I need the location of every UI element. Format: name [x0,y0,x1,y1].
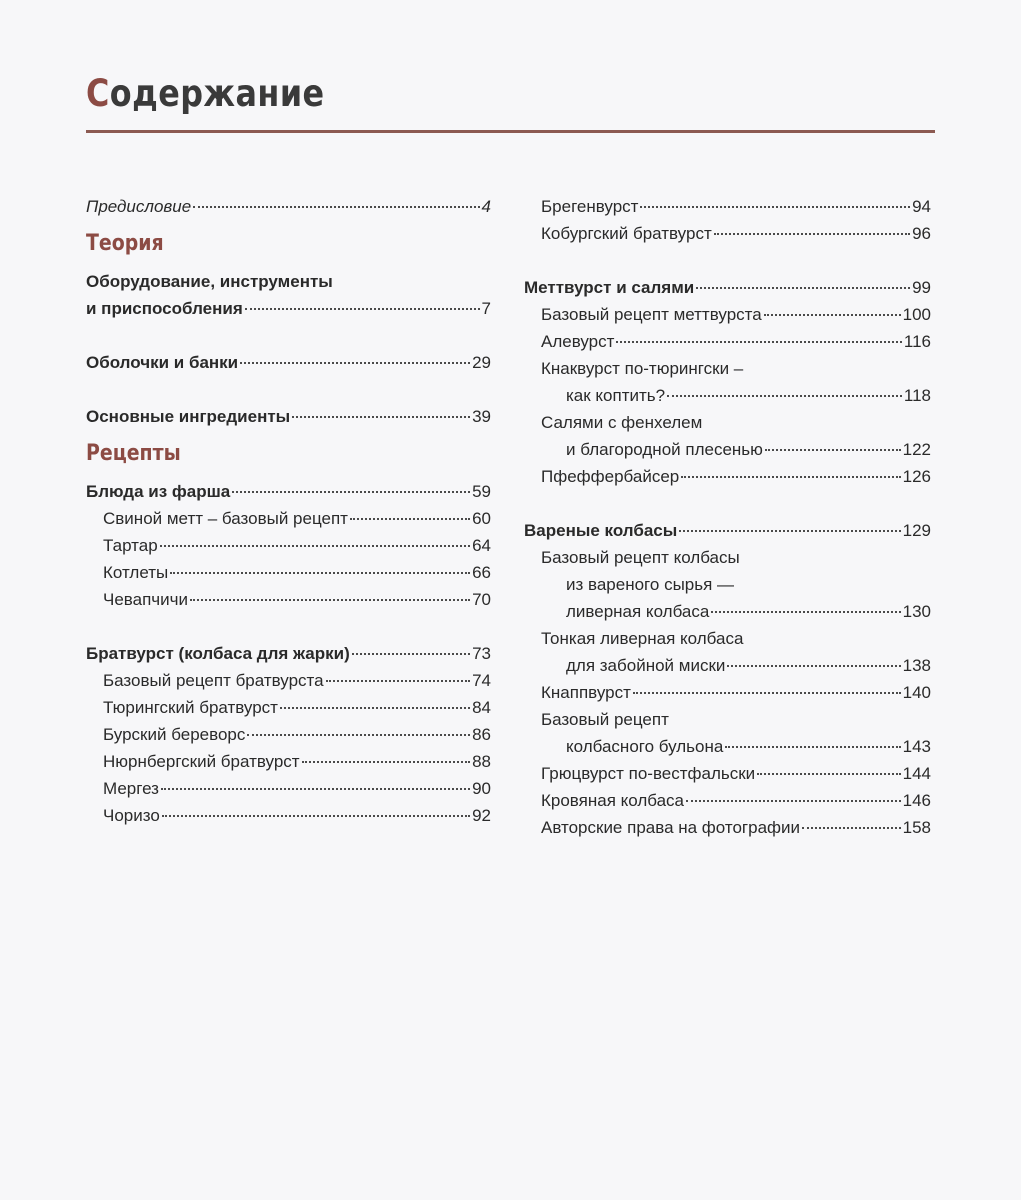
toc-entry[interactable]: Нюрнбергский братвурст 88 [103,752,491,771]
toc-entry[interactable]: Тартар 64 [103,536,491,555]
toc-entry-minced[interactable]: Блюда из фарша 59 [86,482,491,501]
dot-leader [757,772,900,775]
dot-leader [162,814,470,817]
toc-entry-equipment-line1[interactable]: Оборудование, инструменты [86,272,333,291]
dot-leader [686,799,901,802]
toc-entry-liver[interactable]: ливерная колбаса 130 [566,602,931,621]
dot-leader [245,307,480,310]
toc-entry-broth[interactable]: колбасного бульона 143 [566,737,931,756]
dot-leader [247,733,470,736]
toc-entry[interactable]: Мергез 90 [103,779,491,798]
toc-entry-knackwurst[interactable]: как коптить? 118 [566,386,931,405]
toc-entry-boiled[interactable]: Вареные колбасы 129 [524,521,931,540]
section-heading-theory: Теория [86,231,164,256]
dot-leader [170,571,470,574]
toc-entry[interactable]: Грюцвурст по-вестфальски 144 [541,764,931,783]
toc-entry[interactable]: Кобургский братвурст 96 [541,224,931,243]
toc-entry[interactable]: Базовый рецепт меттвурста 100 [541,305,931,324]
toc-entry[interactable]: Чевапчичи 70 [103,590,491,609]
title-initial: С [86,72,110,115]
dot-leader [679,529,900,532]
toc-entry[interactable]: Чоризо 92 [103,806,491,825]
toc-entry[interactable]: Котлеты 66 [103,563,491,582]
dot-leader [711,610,900,613]
dot-leader [193,205,479,208]
dot-leader [292,415,470,418]
toc-entry[interactable]: Свиной метт – базовый рецепт 60 [103,509,491,528]
toc-entry-bratwurst[interactable]: Братвурст (колбаса для жарки) 73 [86,644,491,663]
dot-leader [190,598,470,601]
toc-entry[interactable]: Алевурст 116 [541,332,931,351]
dot-leader [633,691,901,694]
toc-entry-equipment[interactable]: и приспособления 7 [86,299,491,318]
dot-leader [240,361,470,364]
toc-entry-mettwurst[interactable]: Меттвурст и салями 99 [524,278,931,297]
dot-leader [696,286,910,289]
dot-leader [640,205,910,208]
dot-leader [302,760,471,763]
toc-entry-broth-line1[interactable]: Базовый рецепт [541,710,669,729]
dot-leader [160,544,470,547]
toc-entry-fine-liver-line1[interactable]: Тонкая ливерная колбаса [541,629,744,648]
dot-leader [764,313,901,316]
toc-entry-knackwurst-line1[interactable]: Кнаквурст по-тюрингски – [541,359,744,378]
toc-entry-preface[interactable]: Предисловие 4 [86,197,491,216]
toc-entry-fine-liver[interactable]: для забойной миски 138 [566,656,931,675]
toc-entry-liver-line2[interactable]: из вареного сырья — [566,575,735,594]
toc-entry[interactable]: Базовый рецепт братвурста 74 [103,671,491,690]
toc-entry[interactable]: Кнаппвурст 140 [541,683,931,702]
dot-leader [161,787,470,790]
toc-entry-ingredients[interactable]: Основные ингредиенты 39 [86,407,491,426]
toc-entry[interactable]: Пфеффербайсер 126 [541,467,931,486]
dot-leader [326,679,470,682]
title-rest: одержание [109,72,325,115]
toc-entry-casings[interactable]: Оболочки и банки 29 [86,353,491,372]
dot-leader [802,826,901,829]
dot-leader [232,490,470,493]
dot-leader [616,340,901,343]
dot-leader [667,394,902,397]
dot-leader [714,232,910,235]
page-title [86,72,325,115]
dot-leader [352,652,470,655]
dot-leader [350,517,470,520]
toc-entry[interactable]: Бурский береворс 86 [103,725,491,744]
dot-leader [725,745,900,748]
dot-leader [727,664,900,667]
toc-entry-liver-line1[interactable]: Базовый рецепт колбасы [541,548,740,567]
toc-entry-salami-line1[interactable]: Салями с фенхелем [541,413,703,432]
toc-right-column [524,193,931,841]
toc-entry[interactable]: Кровяная колбаса 146 [541,791,931,810]
toc-entry-salami[interactable]: и благородной плесенью 122 [566,440,931,459]
title-divider [86,130,935,133]
toc-entry[interactable]: Тюрингский братвурст 84 [103,698,491,717]
section-heading-recipes: Рецепты [86,441,181,466]
toc-entry[interactable]: Авторские права на фотографии 158 [541,818,931,837]
dot-leader [765,448,901,451]
toc-left-column [86,193,491,829]
toc-entry[interactable]: Брегенвурст 94 [541,197,931,216]
dot-leader [681,475,900,478]
dot-leader [280,706,470,709]
